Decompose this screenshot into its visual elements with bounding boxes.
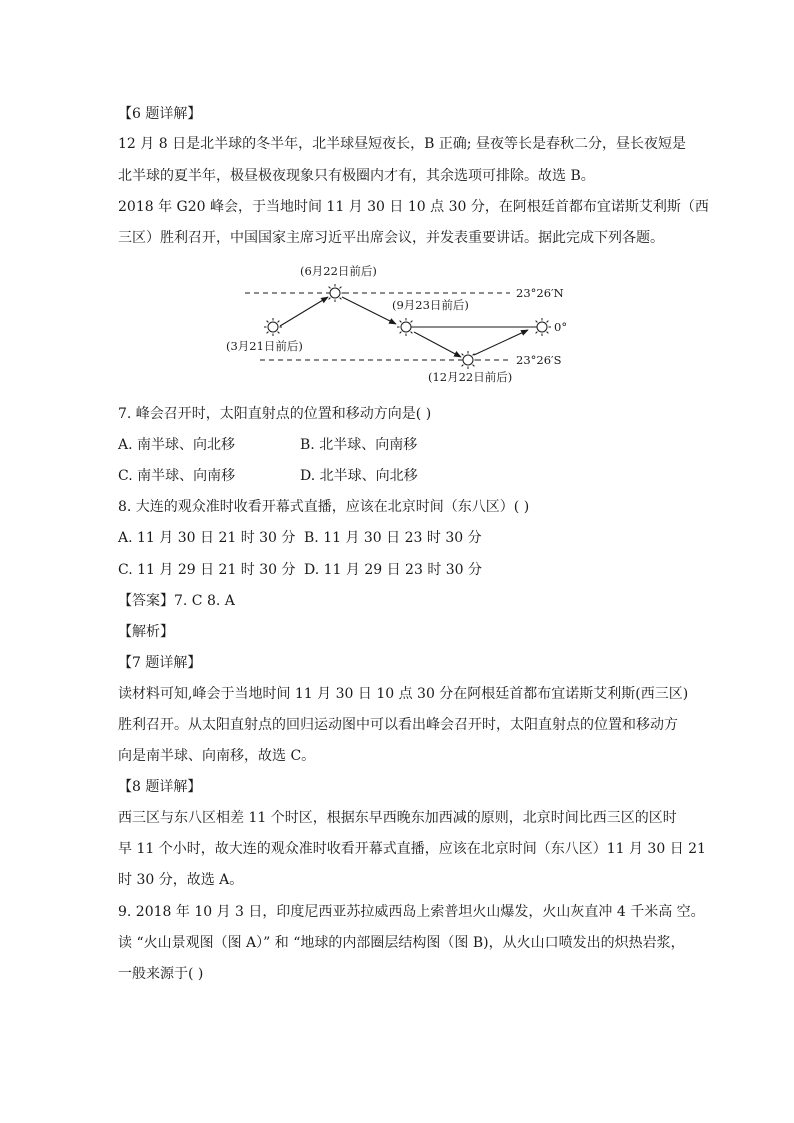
q8-option-b: B. 11 月 30 日 23 时 30 分 — [304, 530, 482, 546]
arrow-mar-to-jun — [280, 297, 328, 326]
q7-detail-line-2: 胜利召开。从太阳直射点的回归运动图中可以看出峰会召开时，太阳直射点的位置和移动方 — [118, 717, 678, 733]
q9-line-1: 9. 2018 年 10 月 3 日，印度尼西亚苏拉威西岛上索普坦火山爆发，火山灰直冲 4 千米高 空。 — [118, 904, 705, 920]
q7-detail-line-1: 读材料可知,峰会于当地时间 11 月 30 日 10 点 30 分在阿根廷首都布宜诺斯艾利斯(西三区) — [118, 686, 689, 702]
arrow-jun-to-sep — [342, 297, 396, 324]
label-lat-equator: 0° — [554, 320, 568, 334]
q8-option-a: A. 11 月 30 日 21 时 30 分 — [118, 530, 296, 546]
answer-line: 【答案】7. C 8. A — [118, 593, 235, 609]
label-jun: (6月22日前后) — [300, 264, 377, 278]
q7-option-a: A. 南半球、向北移 — [118, 437, 236, 453]
label-dec: (12月22日前后) — [428, 370, 513, 384]
q7-detail-line-3: 向是南半球、向南移，故选 C。 — [118, 748, 316, 764]
q8-detail-line-1: 西三区与东八区相差 11 个时区，根据东早西晚东加西减的原则，北京时间比西三区的区时 — [118, 810, 677, 826]
label-sep: (9月23日前后) — [392, 298, 469, 312]
analysis-heading: 【解析】 — [118, 624, 174, 640]
intro-line-2: 三区）胜利召开，中国国家主席习近平出席会议，并发表重要讲话。据此完成下列各题。 — [118, 230, 664, 246]
q7-stem: 7. 峰会召开时，太阳直射点的位置和移动方向是( ) — [118, 406, 432, 422]
q8-stem: 8. 大连的观众准时收看开幕式直播，应该在北京时间（东八区）( ) — [118, 499, 530, 515]
label-lat-north: 23°26′N — [516, 286, 564, 300]
q9-line-2: 读 “火山景观图（图 A）” 和 “地球的内部圈层结构图（图 B)，从火山口喷发出的炽热岩浆， — [118, 935, 685, 951]
label-mar: (3月21日前后) — [226, 339, 303, 353]
label-lat-south: 23°26′S — [516, 353, 562, 367]
q8-option-c: C. 11 月 29 日 21 时 30 分 — [118, 562, 296, 578]
arrow-dec-to-mar — [474, 330, 528, 355]
q6-detail-heading: 【6 题详解】 — [118, 106, 202, 122]
solar-direct-point-diagram — [220, 262, 580, 392]
q8-detail-line-2: 早 11 个小时，故大连的观众准时收看开幕式直播，应该在北京时间（东八区）11 月 30 日 21 — [118, 841, 706, 857]
q7-option-d: D. 北半球、向北移 — [300, 468, 418, 484]
q6-detail-line-1: 12 月 8 日是北半球的冬半年，北半球昼短夜长，B 正确; 昼夜等长是春秋二分，昼长夜短是 — [118, 136, 686, 152]
intro-line-1: 2018 年 G20 峰会，于当地时间 11 月 30 日 10 点 30 分，在阿根廷首都布宜诺斯艾利斯（西 — [118, 199, 709, 215]
q9-line-3: 一般来源于( ) — [118, 966, 204, 982]
q7-option-c: C. 南半球、向南移 — [118, 468, 236, 484]
arrow-sep-to-dec — [414, 332, 461, 357]
q7-detail-heading: 【7 题详解】 — [118, 655, 202, 671]
q8-detail-line-3: 时 30 分，故选 A。 — [118, 872, 244, 888]
q6-detail-line-2: 北半球的夏半年，极昼极夜现象只有极圈内才有，其余选项可排除。故选 B。 — [118, 168, 595, 184]
sun-icon — [264, 318, 282, 336]
q7-option-b: B. 北半球、向南移 — [300, 437, 418, 453]
q8-detail-heading: 【8 题详解】 — [118, 779, 202, 795]
q8-option-d: D. 11 月 29 日 23 时 30 分 — [304, 562, 483, 578]
